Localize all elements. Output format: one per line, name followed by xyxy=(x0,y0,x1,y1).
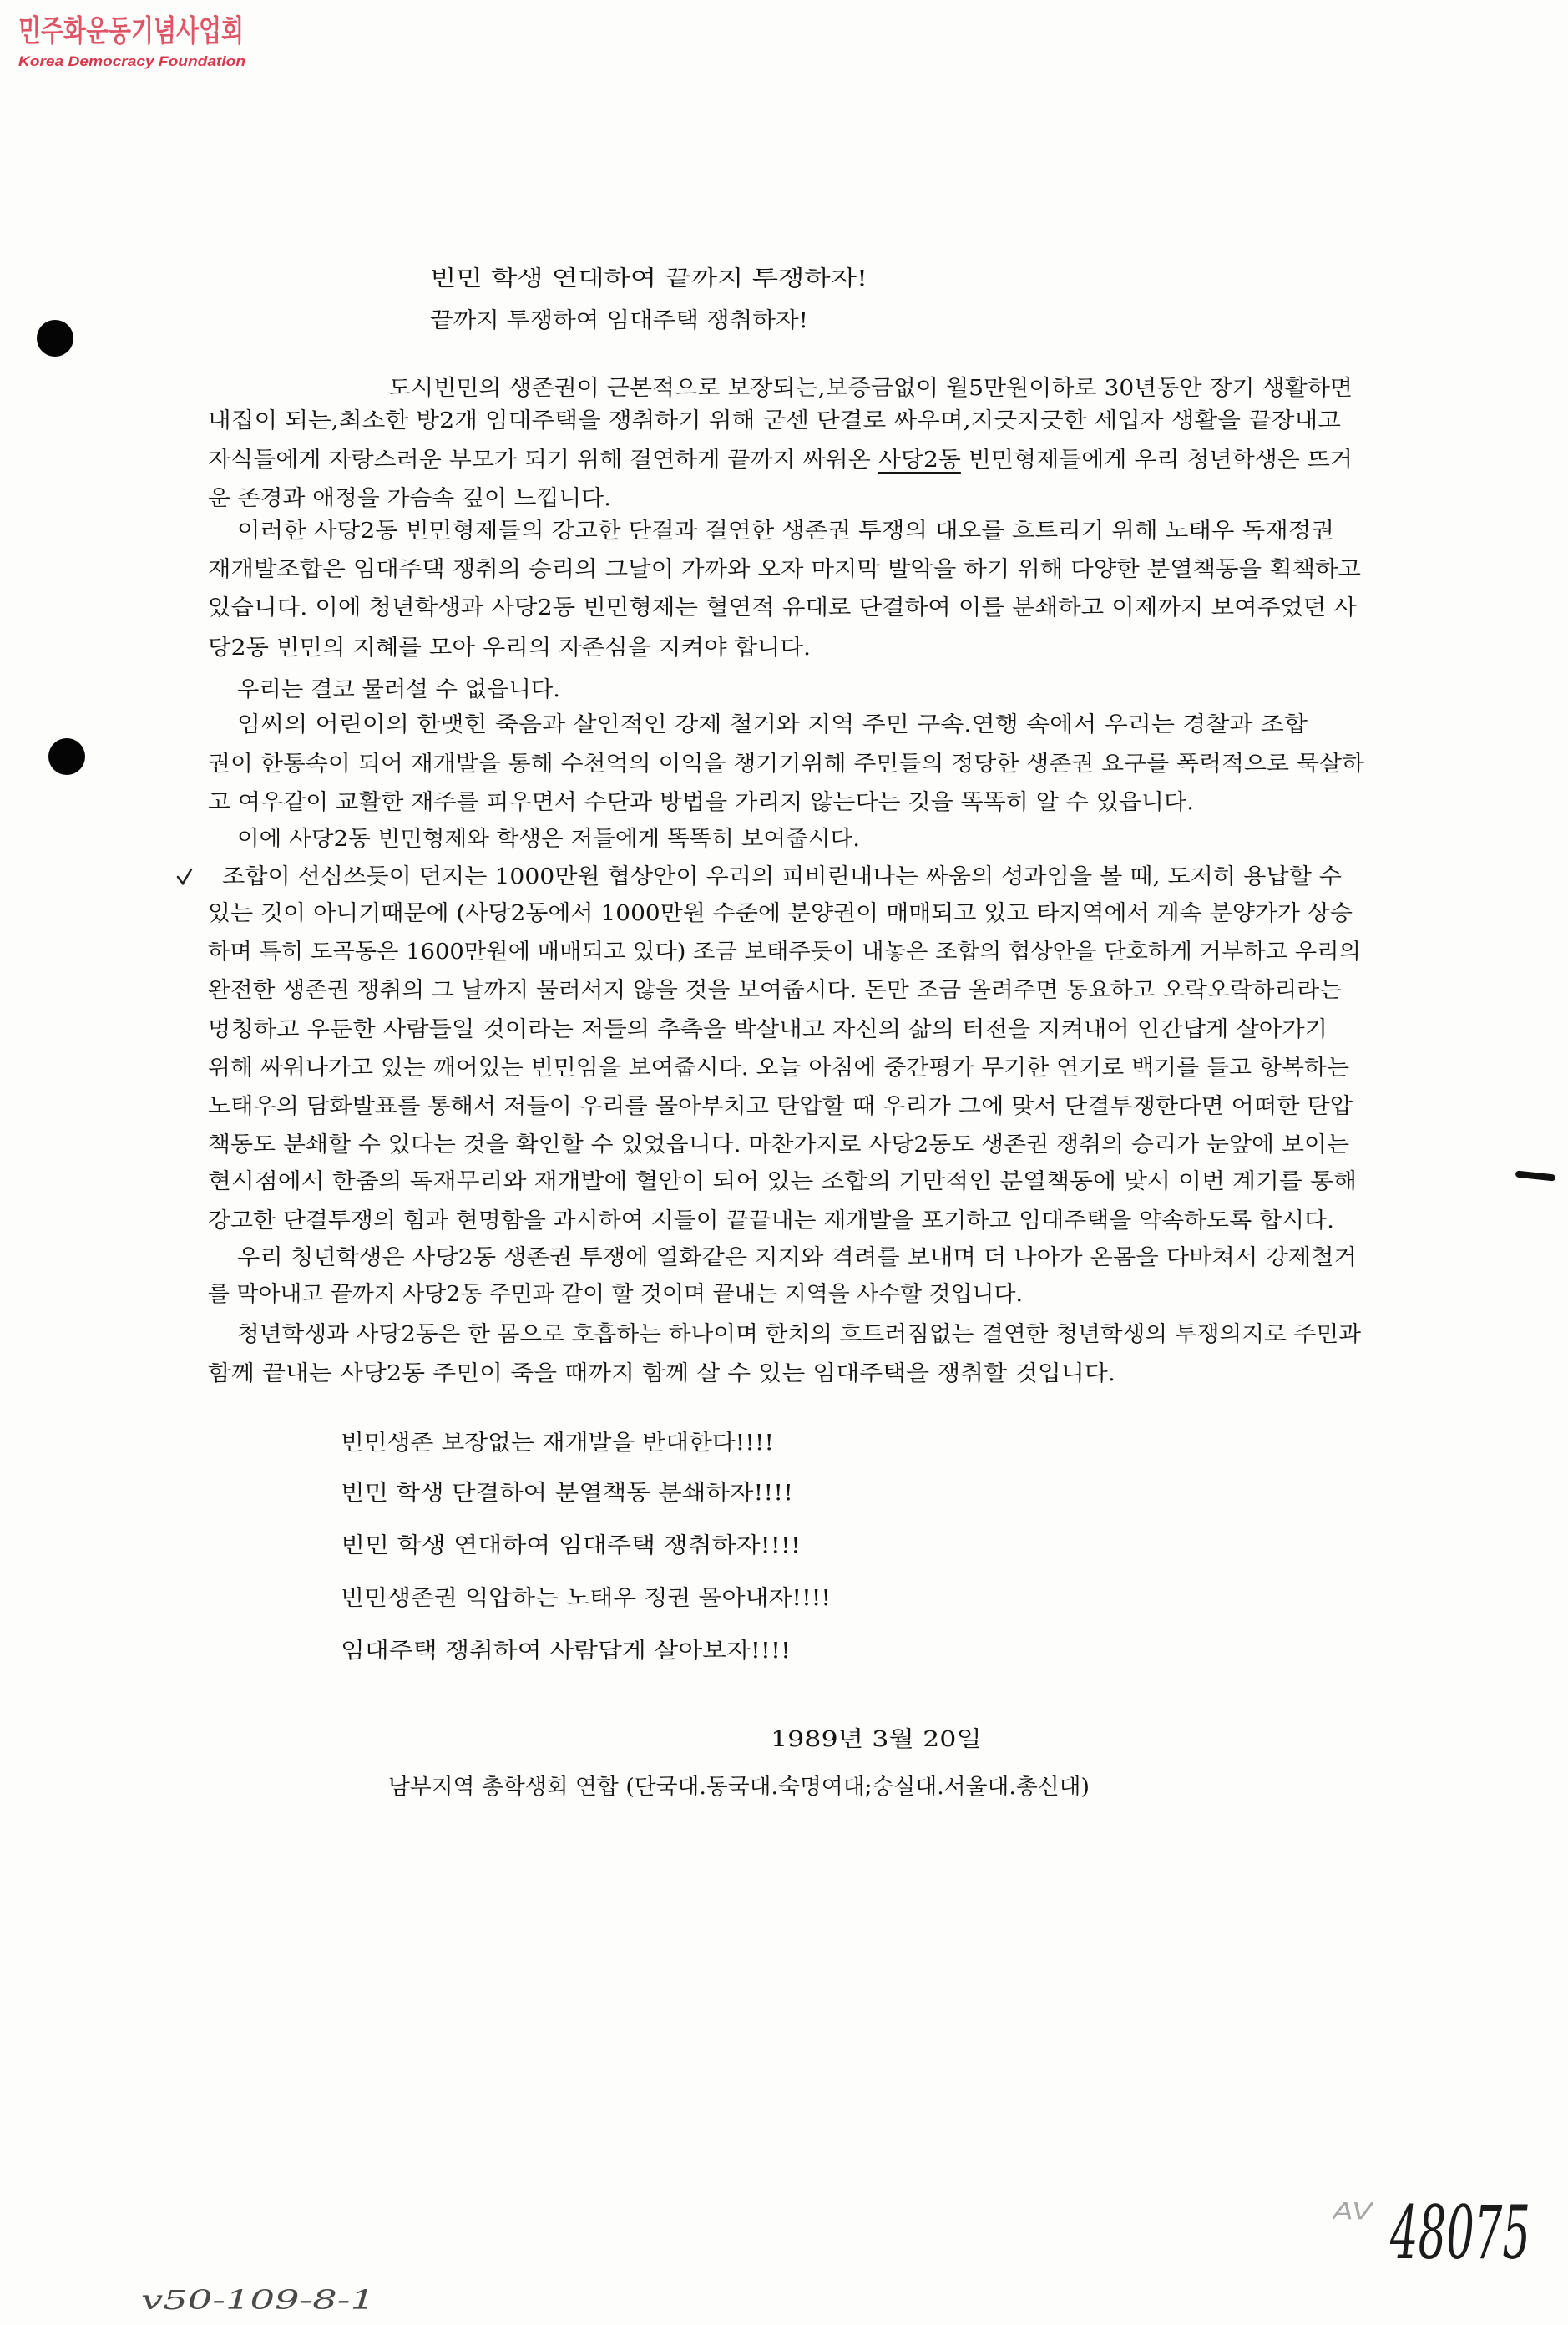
body-line xyxy=(208,1278,1023,1311)
body-line xyxy=(208,404,1341,438)
body-line xyxy=(208,897,1353,930)
body-line xyxy=(208,1051,1349,1085)
pen-tick-mark xyxy=(175,867,194,887)
heading-line xyxy=(430,304,808,337)
line-text: 권이 한통속이 되어 재개발을 통해 수천억의 이익을 챙기기위해 주민들의 정당한 생존권 요구를 폭력적으로 묵살하 xyxy=(208,752,1364,777)
slogan xyxy=(341,1426,774,1460)
body-line xyxy=(208,631,811,665)
document-date xyxy=(771,1723,982,1756)
body-line xyxy=(208,591,1357,625)
body-line xyxy=(208,747,1364,781)
signatory-text: 남부지역 총학생회 연합 (단국대.동국대.숙명여대;숭실대.서울대.총신대) xyxy=(388,1775,1090,1800)
watermark-korean-text: 민주화운동기념사업회 xyxy=(18,14,244,48)
line-text: 멍청하고 우둔한 사람들일 것이라는 저들의 추측을 박살내고 자신의 삶의 터전을 지켜내어 인간답게 살아가기 xyxy=(208,1017,1328,1042)
line-text xyxy=(208,443,1353,477)
line-text: 조합이 선심쓰듯이 던지는 1000만원 협상안이 우리의 피비린내나는 싸움의 성과임을 볼 때, 도저히 용납할 수 xyxy=(222,864,1342,889)
body-line xyxy=(208,482,611,515)
line-text: 도시빈민의 생존권이 근본적으로 보장되는,보증금없이 월5만원이하로 30년동안 장기 생활하면 xyxy=(388,376,1353,401)
initials-text: AV xyxy=(1333,2197,1373,2225)
pen-dash-mark xyxy=(1515,1171,1556,1182)
slogan-text: 빈민생존 보장없는 재개발을 반대한다!!!! xyxy=(341,1431,774,1456)
slogan xyxy=(341,1582,831,1615)
line-text: 위해 싸워나가고 있는 깨어있는 빈민임을 보여줍시다. 오늘 아침에 중간평가 무기한 연기로 백기를 들고 항복하는 xyxy=(208,1056,1349,1081)
slogan-text: 빈민 학생 단결하여 분열책동 분쇄하자!!!! xyxy=(341,1481,793,1506)
body-line xyxy=(237,673,560,707)
body-line xyxy=(208,1013,1328,1046)
reference-code-text: v50-109-8-1 xyxy=(141,2284,375,2316)
line-text: 함께 끝내는 사당2동 주민이 죽을 때까지 함께 살 수 있는 임대주택을 쟁취할 것입니다. xyxy=(208,1361,1115,1386)
slogan-text: 빈민생존권 억압하는 노태우 정권 몰아내자!!!! xyxy=(341,1586,831,1611)
heading-text: 끝까지 투쟁하여 임대주택 쟁취하자! xyxy=(430,308,808,333)
hole-punch xyxy=(37,320,73,357)
line-text: 강고한 단결투쟁의 힘과 현명함을 과시하여 저들이 끝끝내는 재개발을 포기하고 임대주택을 약속하도록 합시다. xyxy=(208,1208,1334,1233)
slogan xyxy=(341,1634,791,1668)
line-text: 재개발조합은 임대주택 쟁취의 승리의 그날이 가까와 오자 마지막 발악을 하기 위해 다양한 분열책동을 획책하고 xyxy=(208,557,1361,582)
body-line xyxy=(237,823,860,856)
line-text: 하며 특히 도곡동은 1600만원에 매매되고 있다) 조금 보태주듯이 내놓은 조합의 협상안을 단호하게 거부하고 우리의 xyxy=(208,940,1361,965)
line-text: 이에 사당2동 빈민형제와 학생은 저들에게 똑똑히 보여줍시다. xyxy=(237,827,860,852)
line-text: 운 존경과 애정을 가슴속 깊이 느낍니다. xyxy=(208,486,611,511)
hole-punch xyxy=(48,738,85,775)
body-line xyxy=(208,553,1361,586)
body-line xyxy=(237,708,1308,742)
body-line xyxy=(208,443,1353,480)
watermark-english-text: Korea Democracy Foundation xyxy=(18,53,245,69)
line-text: 완전한 생존권 쟁취의 그 날까지 물러서지 않을 것을 보여줍시다. 돈만 조금 올려주면 동요하고 오락오락하리라는 xyxy=(208,978,1342,1003)
body-line xyxy=(237,1241,1357,1274)
line-segment: 자식들에게 자랑스러운 부모가 되기 위해 결연하게 끝까지 싸워온 xyxy=(208,448,878,473)
line-text: 당2동 빈민의 지혜를 모아 우리의 자존심을 지켜야 합니다. xyxy=(208,636,811,661)
heading-text: 빈민 학생 연대하여 끝까지 투쟁하자! xyxy=(430,266,867,291)
handwritten-reference-code xyxy=(141,2282,375,2318)
body-line xyxy=(222,860,1342,894)
line-text: 를 막아내고 끝까지 사당2동 주민과 같이 할 것이며 끝내는 지역을 사수할 것입니다. xyxy=(208,1282,1023,1307)
line-text: 임씨의 어린이의 한맺힌 죽음과 살인적인 강제 철거와 지역 주민 구속.연행 속에서 우리는 경찰과 조합 xyxy=(237,712,1308,737)
slogan-text: 임대주택 쟁취하여 사람답게 살아보자!!!! xyxy=(341,1639,791,1664)
handwritten-initials xyxy=(1333,2196,1373,2226)
slogan-text: 빈민 학생 연대하여 임대주택 쟁취하자!!!! xyxy=(341,1533,801,1558)
line-text: 내집이 되는,최소한 방2개 임대주택을 쟁취하기 위해 굳센 단결로 싸우며,지긋지긋한 세입자 생활을 끝장내고 xyxy=(208,408,1341,433)
line-text: 고 여우같이 교활한 재주를 피우면서 수단과 방법을 가리지 않는다는 것을 똑똑히 알 수 있읍니다. xyxy=(208,790,1194,815)
body-line xyxy=(237,1318,1361,1351)
line-text: 노태우의 담화발표를 통해서 저들이 우리를 몰아부치고 탄압할 때 우리가 그에 맞서 단결투쟁한다면 어떠한 탄압 xyxy=(208,1094,1353,1119)
slogan xyxy=(341,1477,793,1510)
underlined-place-name: 사당2동 xyxy=(878,448,961,473)
body-line xyxy=(208,1165,1357,1198)
line-text: 있는 것이 아니기때문에 (사당2동에서 1000만원 수준에 분양권이 매매되고 있고 타지역에서 계속 분양가가 상승 xyxy=(208,901,1353,926)
signatory xyxy=(388,1770,1090,1804)
heading-line xyxy=(430,262,867,296)
watermark-english xyxy=(18,52,245,72)
line-text: 이러한 사당2동 빈민형제들의 강고한 단결과 결연한 생존권 투쟁의 대오를 흐트리기 위해 노태우 독재정권 xyxy=(237,519,1334,544)
watermark-korean xyxy=(18,13,244,52)
date-text: 1989년 3월 20일 xyxy=(771,1727,982,1752)
slogan xyxy=(341,1529,801,1563)
body-line xyxy=(208,1204,1334,1238)
line-text: 우리는 결코 물러설 수 없읍니다. xyxy=(237,677,560,702)
line-text: 청년학생과 사당2동은 한 몸으로 호흡하는 하나이며 한치의 흐트러짐없는 결연한 청년학생의 투쟁의지로 주민과 xyxy=(237,1322,1361,1347)
line-text: 현시점에서 한줌의 독재무리와 재개발에 혈안이 되어 있는 조합의 기만적인 분열책동에 맞서 이번 계기를 통해 xyxy=(208,1169,1357,1194)
line-segment: 빈민형제들에게 우리 청년학생은 뜨거 xyxy=(960,448,1353,473)
body-line xyxy=(208,1357,1115,1390)
handwritten-archive-number xyxy=(1390,2188,1530,2278)
line-text: 우리 청년학생은 사당2동 생존권 투쟁에 열화같은 지지와 격려를 보내며 더 나아가 온몸을 다바쳐서 강제철거 xyxy=(237,1245,1357,1270)
body-line xyxy=(388,372,1353,405)
body-line xyxy=(208,1128,1349,1162)
body-line xyxy=(208,974,1342,1007)
line-text: 있습니다. 이에 청년학생과 사당2동 빈민형제는 혈연적 유대로 단결하여 이를 분쇄하고 이제까지 보여주었던 사 xyxy=(208,595,1357,621)
body-line xyxy=(208,786,1194,819)
body-line xyxy=(208,935,1361,969)
body-line xyxy=(237,514,1334,548)
archive-number-text: 48075 xyxy=(1390,2190,1530,2276)
line-text: 책동도 분쇄할 수 있다는 것을 확인할 수 있었읍니다. 마찬가지로 사당2동도 생존권 쟁취의 승리가 눈앞에 보이는 xyxy=(208,1132,1349,1157)
body-line xyxy=(208,1090,1353,1123)
